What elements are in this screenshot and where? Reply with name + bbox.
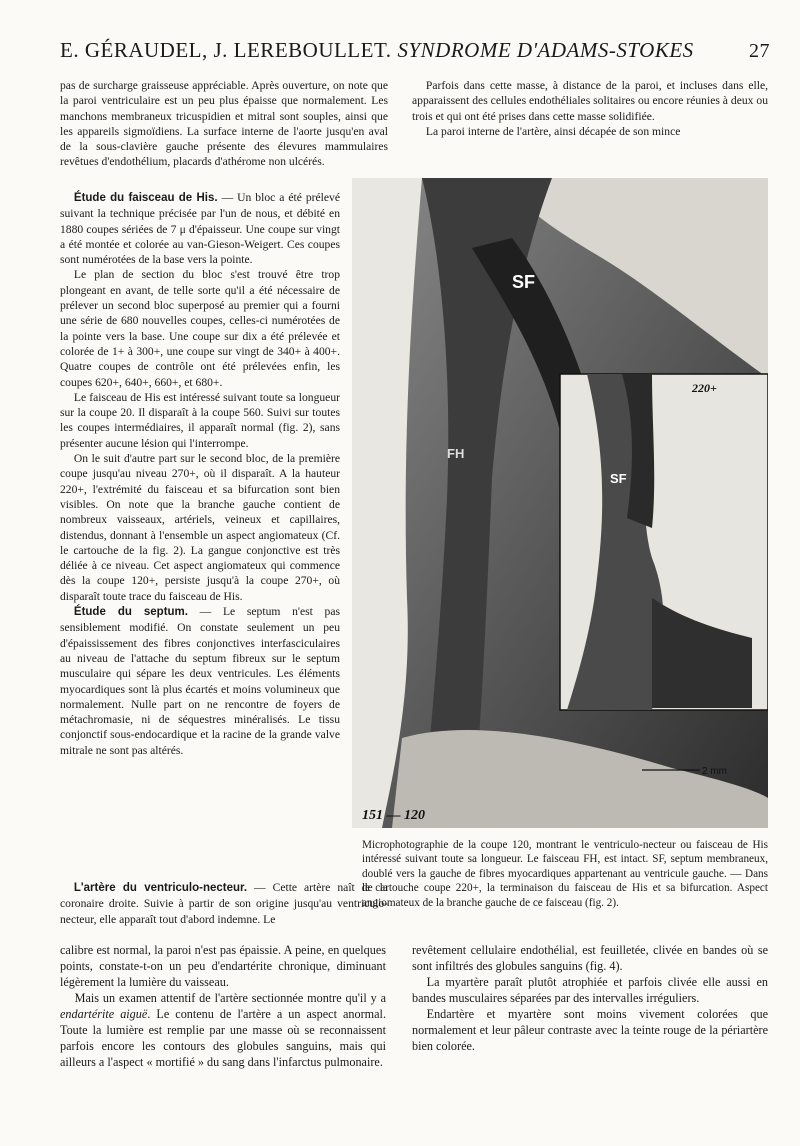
paragraph-text: — Cette artère naît de la coronaire droite. Suivie à partir de son origine jusqu'au ventriculo-necteur, elle apparaît tout d'abord indemne. Le bbox=[60, 881, 388, 926]
paragraph-text: — Un bloc a été prélevé suivant la technique précisée par l'un de nous, et débité en 1880 coupes sériées de 7 μ d'épaisseur. Une coupe sur vingt a été montée et colorée au van-Gieson-Weigert. Ces coupes sont numérotées de la base vers la pointe. bbox=[60, 191, 340, 267]
section-heading-his: Étude du faisceau de His. bbox=[73, 192, 218, 204]
paragraph: Le plan de section du bloc s'est trouvé être trop plongeant en avant, de telle sorte qu'il a été nécessaire de prélever un second bloc superposé au premier qui a fourni une série de 680 nouvelles coupes, celles-ci numérotées de la pointe vers la base. Une coupe sur dix a été prélevée et colorée de 1+ à 300+, une coupe sur vingt de 340+ à 400+. Quatre coupes de contrôle ont été prélevées enfin, les coupes 620+, 640+, 660+, et 680+. bbox=[60, 268, 340, 389]
header-authors: E. GÉRAUDEL, J. LEREBOULLET. bbox=[60, 38, 392, 62]
right-column-bottom bbox=[412, 942, 768, 1054]
paragraph-artery bbox=[60, 880, 388, 927]
paragraph: revêtement cellulaire endothélial, est feuilletée, clivée en bandes où se sont infiltrés des globules sanguins (fig. 4). bbox=[412, 943, 768, 973]
left-column-bottom bbox=[60, 942, 386, 1070]
paragraph: La paroi interne de l'artère, ainsi décapée de son mince bbox=[425, 124, 681, 138]
section-heading-septum: Étude du septum. bbox=[73, 606, 188, 619]
paragraph: pas de surcharge graisseuse appréciable. Après ouverture, on note que la paroi ventriculaire est un peu plus épaisse que normalement. Les manchons membraneux tricuspidien et mitral sont souples, ainsi que les appareils sigmoïdiens. La surface interne de l'aorte jusqu'en aval de la sous-clavière gauche présente des élevures mammulaires revêtues d'endothélium, placards d'athérome non ulcérés. bbox=[60, 79, 388, 169]
paragraph-text: — Le septum n'est pas sensiblement modifié. On constate seulement un peu d'épaississement des fibres conjonctives interfasciculaires au niveau de l'attache du septum fibreux sur le septum musculaire qui sépare les deux ventricules. Les éléments myocardiques sont là plus écartés et moins volumineux que normalement. Nulle part on ne rencontre de foyers de métachromasie, ni de séquestres minéralisés. Le tissu conjonctif sous-endocardique et la racine de la grande valve mitrale ne sont pas altérés. bbox=[60, 605, 340, 757]
inset-label: 220+ bbox=[692, 381, 717, 395]
section-heading-artery: L'artère du ventriculo-necteur. bbox=[73, 882, 248, 894]
paragraph: Parfois dans cette masse, à distance de la paroi, et incluses dans elle, apparaissent des cellules endothéliales solitaires ou encore réunies à deux ou trois et qui ont été prises dans cette masse solidifiée. bbox=[412, 79, 768, 123]
paragraph-septum bbox=[60, 604, 340, 758]
emphasis-text: endartérite aiguë bbox=[60, 1007, 148, 1021]
label-sf-main: SF bbox=[512, 272, 536, 292]
paragraph-text: Mais un examen attentif de l'artère sectionnée montre qu'il y a bbox=[74, 991, 386, 1005]
figure-caption bbox=[362, 838, 768, 910]
micrograph-figure bbox=[352, 178, 768, 828]
micrograph-image bbox=[352, 178, 768, 828]
caption-text: Microphotographie de la coupe 120, montrant le ventriculo-necteur ou faisceau de His intéressé suivant toute sa longueur. Le faisceau FH, est intact. SF, septum membraneux, doublé vers la gauche de fibres myocardiques appartenant au ventricule gauche. — Dans le cartouche coupe 220+, la terminaison du faisceau de His et sa bifurcation. Aspect angiomateux de la branche gauche de ce faisceau (fig. 2). bbox=[362, 839, 768, 909]
page-number: 27 bbox=[749, 40, 770, 62]
paragraph: Endartère et myartère sont moins vivement colorées que normalement et leur pâleur contraste avec la teinte rouge de la périartère bien colorée. bbox=[412, 1007, 768, 1053]
left-column-top bbox=[60, 78, 388, 170]
paragraph-endarterite bbox=[60, 990, 386, 1070]
paragraph: On le suit d'autre part sur le second bloc, de la première coupe jusqu'au niveau 270+, où il disparaît. A la hauteur 220+, l'extrémité du faisceau et sa bifurcation sont bien visibles. On note que la branche gauche contient de nombreux vaisseaux, artériels, veineux et capillaires, distendus, donnant à l'ensemble un aspect angiomateux (Cf. le cartouche de la fig. 2). La gangue conjonctive est très déliée à ce niveau. Cet aspect angiomateux qui commence dès la coupe 120+, persiste jusqu'à la coupe 270+, où disparaît toute trace du faisceau de His. bbox=[60, 452, 340, 603]
label-sf-inset: SF bbox=[610, 471, 627, 486]
header-title: SYNDROME D'ADAMS-STOKES bbox=[397, 38, 694, 62]
paragraph: Le faisceau de His est intéressé suivant toute sa longueur sur la coupe 20. Il disparaît à la coupe 560. Suivi sur toutes les coupes intermédiaires, il apparaît normal (fig. 2), sans présenter aucune lésion qui l'interrompe. bbox=[60, 390, 340, 450]
paragraph: La myartère paraît plutôt atrophiée et parfois clivée elle aussi en bandes musculaires séparées par des intervalles irréguliers. bbox=[412, 975, 768, 1005]
right-column-top bbox=[412, 78, 768, 139]
left-column-artery bbox=[60, 880, 388, 927]
scale-label: 2 mm bbox=[702, 766, 727, 777]
paragraph-text: . Le contenu de l'artère a un aspect anormal. Toute la lumière est remplie par une masse où se reconnaissent parfois encore les contours des globules sanguins, mais qui ailleurs a l'aspect « mortifié » du sang dans l'infarctus pulmonaire. bbox=[60, 1007, 386, 1069]
left-column-narrow bbox=[60, 190, 340, 758]
label-fh: FH bbox=[447, 446, 465, 461]
paragraph: calibre est normal, la paroi n'est pas épaissie. A peine, en quelques points, constate-t-on un peu d'endartérite chronique, diminuant légèrement la lumière du vaisseau. bbox=[60, 943, 386, 989]
section-label: 151 — 120 bbox=[362, 808, 425, 823]
header-left bbox=[60, 38, 694, 63]
paragraph-his bbox=[60, 190, 340, 267]
running-header bbox=[60, 38, 770, 72]
